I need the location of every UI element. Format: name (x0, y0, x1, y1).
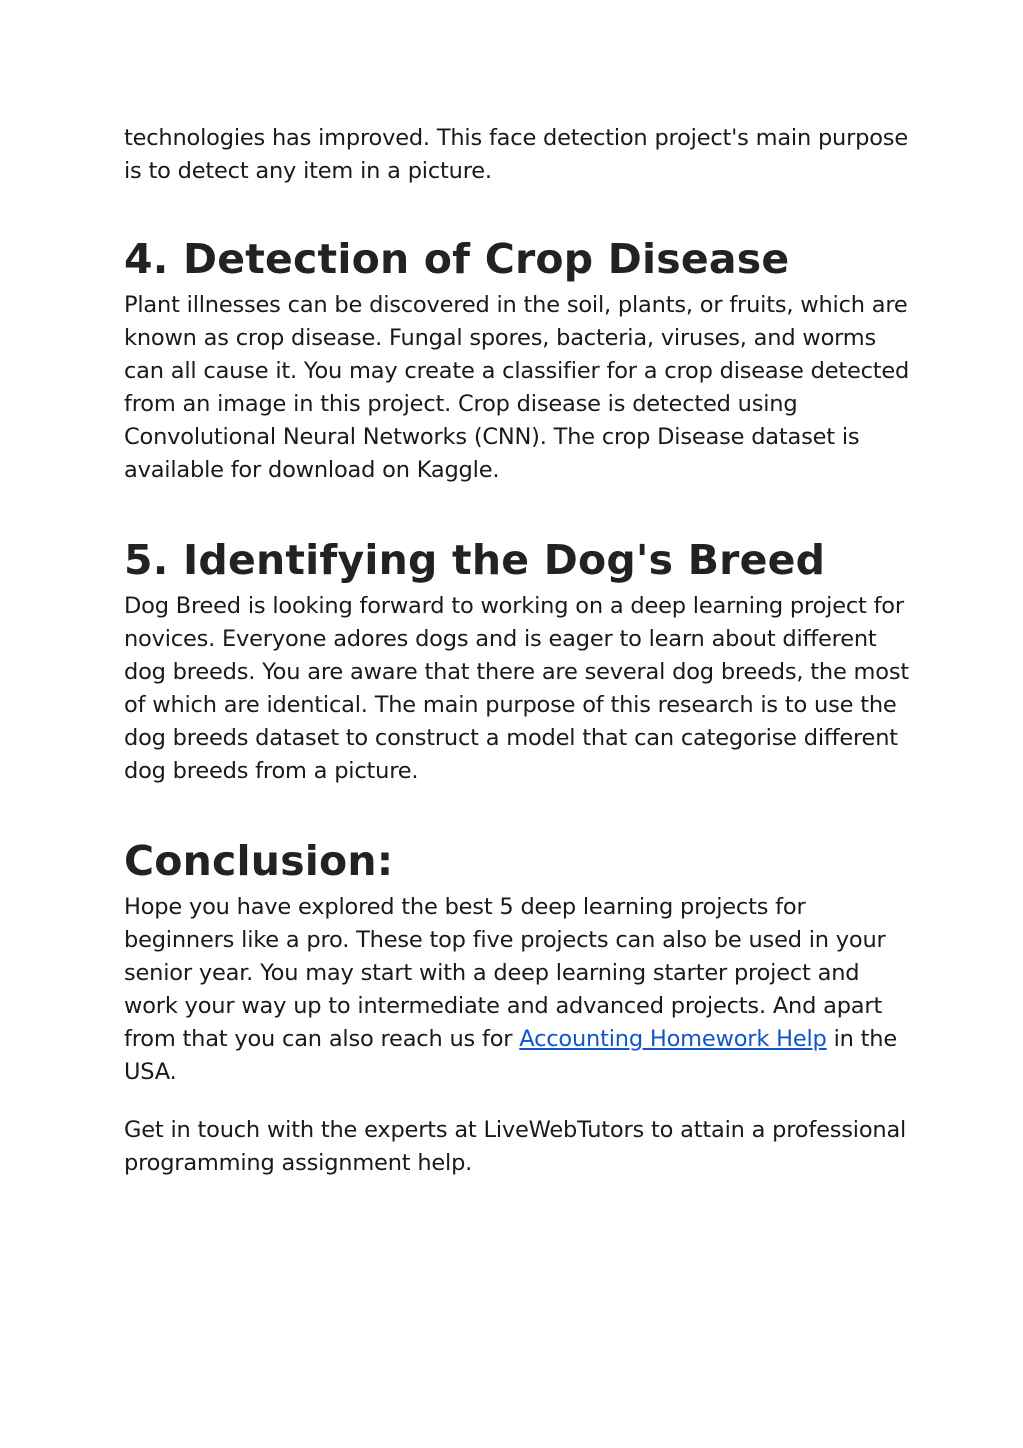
closing-paragraph: Get in touch with the experts at LiveWebTutors to attain a professional programming assignment help. (124, 1117, 907, 1176)
conclusion-text-after-link: in the USA. (124, 1026, 897, 1085)
conclusion-text-before-link: Hope you have explored the best 5 deep learning projects for beginners like a pro. These top five projects can also be used in your senior year. You may start with a deep learning starter project and work your way up to intermediate and advanced projects. And apart from that you can also reach us for (124, 894, 886, 1052)
section-body-dog-breed: Dog Breed is looking forward to working on a deep learning project for novices. Everyone adores dogs and is eager to learn about different dog breeds. You are aware that there are several dog breeds, the most of which are identical. The main purpose of this research is to use the dog breeds dataset to construct a model that can categorise different dog breeds from a picture. (124, 593, 909, 784)
intro-paragraph: technologies has improved. This face detection project's main purpose is to detect any item in a picture. (124, 125, 908, 184)
section-heading-crop-disease: 4. Detection of Crop Disease (124, 235, 790, 283)
conclusion-heading: Conclusion: (124, 837, 394, 885)
accounting-homework-help-link[interactable]: Accounting Homework Help (519, 1026, 827, 1052)
section-body-crop-disease: Plant illnesses can be discovered in the soil, plants, or fruits, which are known as crop disease. Fungal spores, bacteria, viruses, and worms can all cause it. You may create a classifier for a crop disease detected from an image in this project. Crop disease is detected using Convolutional Neural Networks (CNN). The crop Disease dataset is available for download on Kaggle. (124, 292, 910, 483)
section-heading-dog-breed: 5. Identifying the Dog's Breed (124, 536, 826, 584)
document-page (124, 122, 914, 1180)
conclusion-paragraph (124, 891, 914, 1089)
